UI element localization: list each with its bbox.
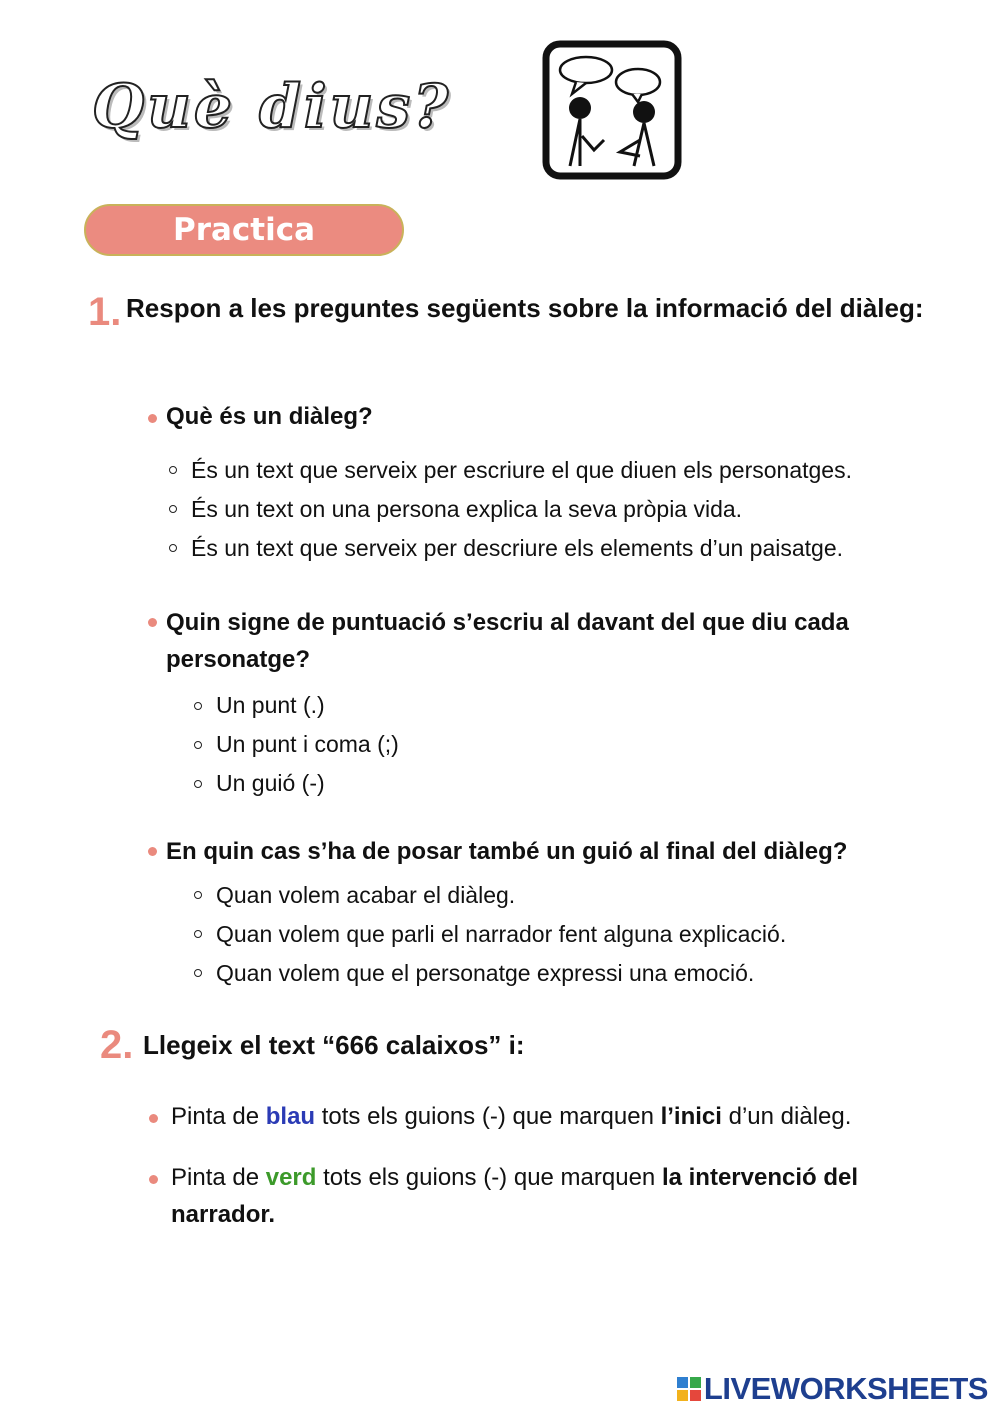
option-radio[interactable] (169, 466, 177, 474)
bullet-dot (149, 1114, 158, 1123)
bullet-dot (149, 1175, 158, 1184)
option-radio[interactable] (194, 930, 202, 938)
liveworksheets-brand[interactable] (677, 1372, 988, 1406)
worksheet-title: Què dius? (92, 72, 452, 142)
task-paint-green: Pinta de verd tots els guions (-) que marquen la intervenció del narrador. (171, 1164, 859, 1228)
bullet-dot (148, 618, 157, 627)
option-text: Quan volem que el personatge expressi una emoció. (216, 960, 755, 986)
option-radio[interactable] (194, 741, 202, 749)
question-number-1: 1. (88, 290, 122, 334)
task-paint-blue: Pinta de blau tots els guions (-) que marquen l’inici d’un diàleg. (171, 1103, 852, 1130)
option-text: Quan volem acabar el diàleg. (216, 882, 516, 908)
brand-text: LIVEWORKSHEETS (703, 1371, 988, 1406)
bullet-dot (148, 847, 157, 856)
option-radio[interactable] (194, 891, 202, 899)
option-text: Quan volem que parli el narrador fent alguna explicació. (216, 921, 787, 947)
bullet-dot (148, 414, 157, 423)
option-radio[interactable] (194, 969, 202, 977)
option-text: És un text que serveix per escriure el que diuen els personatges. (191, 457, 852, 483)
option-radio[interactable] (194, 780, 202, 788)
option-radio[interactable] (169, 505, 177, 513)
option-text: És un text on una persona explica la seva pròpia vida. (191, 496, 743, 522)
section-label-practica: Practica (84, 204, 404, 256)
dialogue-icon (542, 40, 682, 180)
option-text: Un punt (.) (216, 692, 325, 718)
subquestion-2: Quin signe de puntuació s’escriu al davant del que diu cada personatge? (166, 609, 849, 673)
color-word-green: verd (265, 1164, 317, 1191)
option-text: Un guió (-) (216, 770, 325, 796)
subquestion-1: Què és un diàleg? (166, 403, 373, 430)
option-text: És un text que serveix per descriure els elements d’un paisatge. (191, 535, 844, 561)
option-radio[interactable] (194, 702, 202, 710)
color-word-blue: blau (265, 1103, 316, 1130)
subquestion-3: En quin cas s’ha de posar també un guió al final del diàleg? (166, 838, 848, 865)
question-number-2: 2. (100, 1023, 134, 1067)
option-radio[interactable] (169, 544, 177, 552)
question-title-1: Respon a les preguntes següents sobre la informació del diàleg: (126, 293, 924, 323)
question-title-2: Llegeix el text “666 calaixos” i: (143, 1030, 525, 1060)
liveworksheets-logo-icon (677, 1377, 701, 1401)
option-text: Un punt i coma (;) (216, 731, 399, 757)
